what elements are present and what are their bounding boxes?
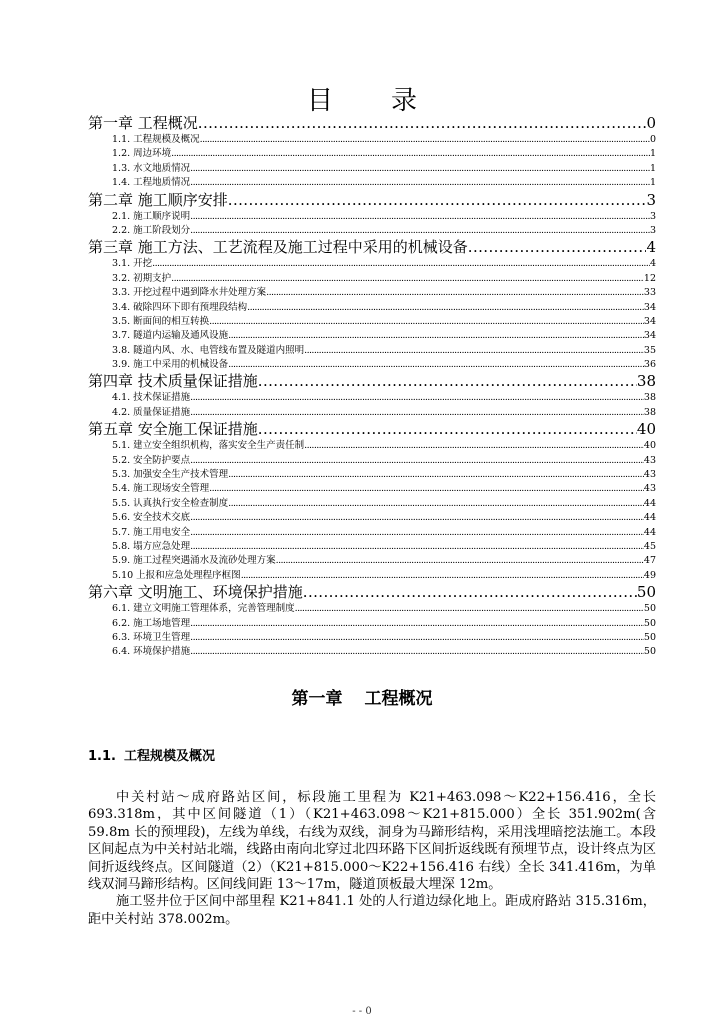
toc-dot-leader xyxy=(258,372,637,391)
toc-page-number: 34 xyxy=(643,330,656,342)
toc-page-number: 1 xyxy=(649,177,656,189)
toc-page-number: 1 xyxy=(649,148,656,160)
toc-page-number: 38 xyxy=(643,392,656,404)
toc-entry-title: 5.4. 施工现场安全管理 xyxy=(112,483,210,495)
toc-section-entry[interactable] xyxy=(88,497,656,511)
toc-entry-title: 第三章 施工方法、工艺流程及施工过程中采用的机械设备 xyxy=(88,238,468,257)
toc-page-number: 0 xyxy=(646,114,656,132)
toc-chapter-entry[interactable] xyxy=(88,191,656,210)
toc-section-entry[interactable] xyxy=(88,526,656,540)
toc-section-entry[interactable] xyxy=(88,391,656,405)
toc-dot-leader xyxy=(247,301,644,315)
toc-dot-leader xyxy=(304,344,644,358)
toc-entry-title: 5.9. 施工过程突遇涌水及流砂处理方案 xyxy=(112,555,276,567)
toc-section-entry[interactable] xyxy=(88,344,656,358)
toc-section-entry[interactable] xyxy=(88,602,656,616)
toc-section-entry[interactable] xyxy=(88,406,656,420)
toc-dot-leader xyxy=(228,191,647,210)
toc-page-number: 1 xyxy=(649,162,656,174)
toc-dot-leader xyxy=(266,286,644,300)
toc-page-number: 43 xyxy=(643,469,656,481)
toc-dot-leader xyxy=(200,133,650,147)
toc-entry-title: 5.7. 施工用电安全 xyxy=(112,526,191,538)
toc-page-number: 33 xyxy=(643,287,656,299)
toc-entry-title: 3.8. 隧道内风、水、电管线布置及隧道内照明 xyxy=(112,344,305,356)
toc-dot-leader xyxy=(190,526,644,540)
toc-dot-leader xyxy=(304,439,644,453)
toc-page-number: 3 xyxy=(649,210,656,222)
toc-entry-title: 5.2. 安全防护要点 xyxy=(112,454,191,466)
toc-entry-title: 第五章 安全施工保证措施 xyxy=(88,420,258,439)
toc-section-entry[interactable] xyxy=(88,257,656,271)
toc-entry-title: 2.1. 施工顺序说明 xyxy=(112,210,191,222)
toc-dot-leader xyxy=(276,554,644,568)
toc-page-number: 45 xyxy=(643,540,656,552)
toc-dot-leader xyxy=(171,272,644,286)
toc-entry-title: 3.7. 隧道内运输及通风设施 xyxy=(112,330,229,342)
toc-section-entry[interactable] xyxy=(88,147,656,161)
paragraph: 中关村站～成府路站区间，标段施工里程为 K21+463.098～K22+156.416，全长 693.318m，其中区间隧道（1）（K21+463.098～K21+815.000）全长 351.902m(含 59.8m 长的预埋段)，左线为单线，右线为双线，洞身为马蹄形结构，采用浅埋暗挖法施工。本段区间起点为中关村站北端，线路由南向北穿过北四环路下区间折返线既有预埋节点，设计终点为区间折返线终点。区间隧道（2）（K21+815.000～K22+156.416 右线）全长 341.416m，为单线双洞马蹄形结构。区间线间距 13～17m，隧道顶板最大埋深 12m。 xyxy=(88,790,656,893)
toc-entry-title: 2.2. 施工阶段划分 xyxy=(112,224,191,236)
toc-chapter-entry[interactable] xyxy=(88,372,656,391)
toc-dot-leader xyxy=(209,315,644,329)
toc-dot-leader xyxy=(190,631,644,645)
toc-title: 目录 xyxy=(306,86,475,116)
toc-page-number: 44 xyxy=(643,497,656,509)
toc-page-number: 50 xyxy=(636,583,656,602)
toc-entry-title: 6.1. 建立文明施工管理体系，完善管理制度 xyxy=(112,603,295,615)
toc-section-entry[interactable] xyxy=(88,454,656,468)
toc-dot-leader xyxy=(198,114,647,133)
toc-page-number: 50 xyxy=(643,646,656,658)
chapter-label: 第一章 xyxy=(291,689,343,709)
toc-entry-title: 第四章 技术质量保证措施 xyxy=(88,372,258,391)
toc-entry-title: 第一章 工程概况 xyxy=(88,114,198,132)
toc-entry-title: 5.6. 安全技术交底 xyxy=(112,512,191,524)
toc-page-number: 43 xyxy=(643,454,656,466)
toc-section-entry[interactable] xyxy=(88,554,656,568)
toc-entry-title: 5.8. 塌方应急处理 xyxy=(112,540,191,552)
toc-page-number: 50 xyxy=(643,617,656,629)
toc-section-entry[interactable] xyxy=(88,645,656,659)
toc-entry-title: 5.3. 加强安全生产技术管理 xyxy=(112,469,229,481)
toc-entry-title: 5.10 上报和应急处理程序框图 xyxy=(112,569,241,581)
toc-dot-leader xyxy=(171,147,650,161)
toc-chapter-entry[interactable] xyxy=(88,420,656,439)
paragraph: 施工竖井位于区间中部里程 K21+841.1 处的人行道边绿化地上。距成府路站 315.316m，距中关村站 378.002m。 xyxy=(88,894,656,927)
section-number: 1.1. xyxy=(88,749,116,764)
chapter-title: 工程概况 xyxy=(364,689,433,709)
toc-dot-leader xyxy=(190,224,650,238)
toc-dot-leader xyxy=(228,497,644,511)
table-of-contents xyxy=(88,114,656,660)
toc-page-number: 40 xyxy=(643,440,656,452)
toc-entry-title: 第六章 文明施工、环境保护措施 xyxy=(88,583,303,602)
toc-entry-title: 4.1. 技术保证措施 xyxy=(112,392,191,404)
toc-section-entry[interactable] xyxy=(88,133,656,147)
toc-entry-title: 3.9. 施工中采用的机械设备 xyxy=(112,359,229,371)
toc-entry-title: 6.3. 环境卫生管理 xyxy=(112,631,191,643)
toc-section-entry[interactable] xyxy=(88,569,656,583)
toc-dot-leader xyxy=(190,645,644,659)
toc-section-entry[interactable] xyxy=(88,617,656,631)
toc-section-entry[interactable] xyxy=(88,286,656,300)
toc-entry-title: 3.3. 开挖过程中遇到降水井处理方案 xyxy=(112,287,267,299)
toc-entry-title: 3.5. 断面间的相互转换 xyxy=(112,315,210,327)
toc-dot-leader xyxy=(190,210,650,224)
toc-dot-leader xyxy=(190,511,644,525)
toc-entry-title: 6.2. 施工场地管理 xyxy=(112,617,191,629)
body-text xyxy=(88,789,656,928)
toc-section-entry[interactable] xyxy=(88,631,656,645)
chapter-heading xyxy=(0,684,724,709)
section-heading xyxy=(88,745,215,764)
toc-section-entry[interactable] xyxy=(88,468,656,482)
toc-entry-title: 3.4. 破除四环下即有预埋段结构 xyxy=(112,301,248,313)
toc-chapter-entry[interactable] xyxy=(88,238,656,257)
toc-page-number: 34 xyxy=(643,315,656,327)
toc-section-entry[interactable] xyxy=(88,482,656,496)
page-footer: - - 0 xyxy=(352,1006,372,1017)
toc-page-number: 34 xyxy=(643,301,656,313)
toc-page-number: 47 xyxy=(643,555,656,567)
toc-page-number: 50 xyxy=(643,631,656,643)
toc-page-number: 38 xyxy=(636,372,656,391)
toc-dot-leader xyxy=(258,420,637,439)
toc-entry-title: 3.1. 开挖 xyxy=(112,258,153,270)
toc-section-entry[interactable] xyxy=(88,224,656,238)
toc-dot-leader xyxy=(228,358,644,372)
toc-dot-leader xyxy=(190,176,650,190)
toc-dot-leader xyxy=(190,391,644,405)
toc-page-number: 50 xyxy=(643,603,656,615)
toc-page-number: 3 xyxy=(646,190,656,209)
toc-page-number: 40 xyxy=(636,420,656,439)
toc-dot-leader xyxy=(209,482,644,496)
toc-section-entry[interactable] xyxy=(88,315,656,329)
toc-page-number: 35 xyxy=(643,344,656,356)
toc-dot-leader xyxy=(228,468,644,482)
toc-entry-title: 4.2. 质量保证措施 xyxy=(112,406,191,418)
toc-chapter-entry[interactable] xyxy=(88,583,656,602)
toc-page-number: 43 xyxy=(643,483,656,495)
toc-entry-title: 1.4. 工程地质情况 xyxy=(112,177,191,189)
toc-entry-title: 1.2. 周边环境 xyxy=(112,148,172,160)
section-title: 工程规模及概况 xyxy=(123,749,215,764)
toc-entry-title: 6.4. 环境保护措施 xyxy=(112,646,191,658)
toc-dot-leader xyxy=(190,617,644,631)
toc-section-entry[interactable] xyxy=(88,511,656,525)
toc-chapter-entry[interactable] xyxy=(88,114,656,133)
toc-dot-leader xyxy=(190,162,650,176)
toc-section-entry[interactable] xyxy=(88,439,656,453)
toc-dot-leader xyxy=(190,540,644,554)
toc-section-entry[interactable] xyxy=(88,540,656,554)
toc-entry-title: 第二章 施工顺序安排 xyxy=(88,190,228,209)
toc-entry-title: 1.3. 水文地质情况 xyxy=(112,162,191,174)
toc-section-entry[interactable] xyxy=(88,329,656,343)
toc-page-number: 38 xyxy=(643,406,656,418)
toc-page-number: 49 xyxy=(643,569,656,581)
toc-dot-leader xyxy=(303,583,637,602)
toc-entry-title: 5.1. 建立安全组织机构，落实安全生产责任制 xyxy=(112,440,305,452)
toc-page-number: 44 xyxy=(643,526,656,538)
toc-section-entry[interactable] xyxy=(88,272,656,286)
toc-entry-title: 1.1. 工程规模及概况 xyxy=(112,133,200,145)
toc-section-entry[interactable] xyxy=(88,301,656,315)
toc-section-entry[interactable] xyxy=(88,176,656,190)
toc-entry-title: 5.5. 认真执行安全检查制度 xyxy=(112,497,229,509)
toc-page-number: 12 xyxy=(643,272,656,284)
toc-section-entry[interactable] xyxy=(88,358,656,372)
toc-dot-leader xyxy=(190,406,644,420)
toc-dot-leader xyxy=(295,602,644,616)
toc-dot-leader xyxy=(468,238,647,257)
toc-dot-leader xyxy=(228,329,644,343)
toc-dot-leader xyxy=(190,454,644,468)
toc-page-number: 4 xyxy=(649,258,656,270)
toc-page-number: 4 xyxy=(646,238,656,257)
toc-page-number: 0 xyxy=(649,133,656,145)
toc-section-entry[interactable] xyxy=(88,210,656,224)
toc-dot-leader xyxy=(241,569,644,583)
toc-section-entry[interactable] xyxy=(88,162,656,176)
toc-page-number: 36 xyxy=(643,359,656,371)
toc-page-number: 44 xyxy=(643,512,656,524)
toc-page-number: 3 xyxy=(649,224,656,236)
toc-entry-title: 3.2. 初期支护 xyxy=(112,272,172,284)
toc-dot-leader xyxy=(152,257,650,271)
